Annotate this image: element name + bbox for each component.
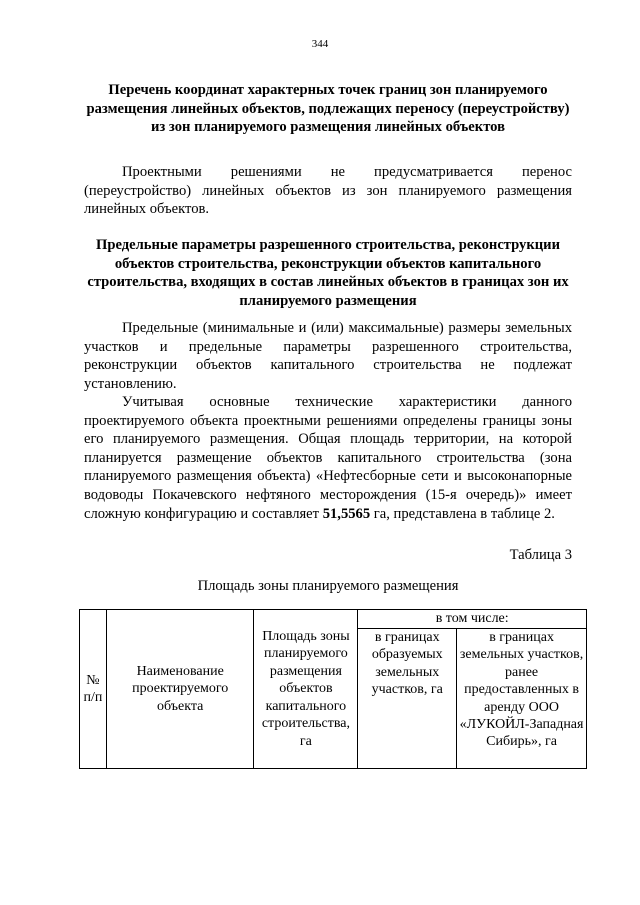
paragraph-text: Учитывая основные технические характеристики данного проектируемого объекта проектными решениями определены границы зоны его планируемого размещения. Общая площадь территории, на которой планируется размещение объектов капитального строительства (зона планируемого размещения объекта) «Нефтесборные сети и высоконапорные водоводы Покачевского нефтяного месторождения (15-я очередь)» имеет сложную конфигурацию и составляет [84,394,572,522]
section-heading-coordinates: Перечень координат характерных точек границ зон планируемого размещения линейных объектов, подлежащих переносу (переустройству) из зон планируемого размещения линейных объектов [86,82,570,136]
table-header-row [80,610,587,629]
header-cell-num: № п/п [80,610,107,769]
paragraph-text-tail: га, представлена в таблице 2. [373,505,555,522]
paragraph-no-relocation [84,163,572,219]
paragraph-limits [84,319,572,393]
section-heading-limits: Предельные параметры разрешенного строительства, реконструкции объектов строительства, реконструкции объектов капитального строительства, входящих в состав линейных объектов в границах зон их планируемого размещения [87,237,569,309]
table-label: Таблица 3 [509,547,572,563]
header-cell-sub1: в границах образуемых земельных участков, га [358,629,457,769]
header-cell-including: в том числе: [358,610,587,629]
table-title: Площадь зоны планируемого размещения [197,578,459,594]
paragraph-text: Проектными решениями не предусматривается перенос (переустройство) линейных объектов из зон планируемого размещения линейных объектов. [84,164,572,218]
area-value: 51,5565 [322,505,371,522]
header-cell-sub2: в границах земельных участков, ранее предоставленных в аренду ООО «ЛУКОЙЛ-Западная Сибирь», га [457,629,587,769]
header-cell-name: Наименование проектируемого объекта [106,610,254,769]
page-number: 344 [311,38,329,50]
area-table [79,609,587,769]
paragraph-area [84,393,572,523]
paragraph-text: Предельные (минимальные и (или) максимальные) размеры земельных участков и предельные параметры разрешенного строительства, реконструкции объектов капитального строительства не подлежат установлению. [84,320,572,392]
header-cell-area: Площадь зоны планируемого размещения объектов капитального строительства, га [254,610,358,769]
